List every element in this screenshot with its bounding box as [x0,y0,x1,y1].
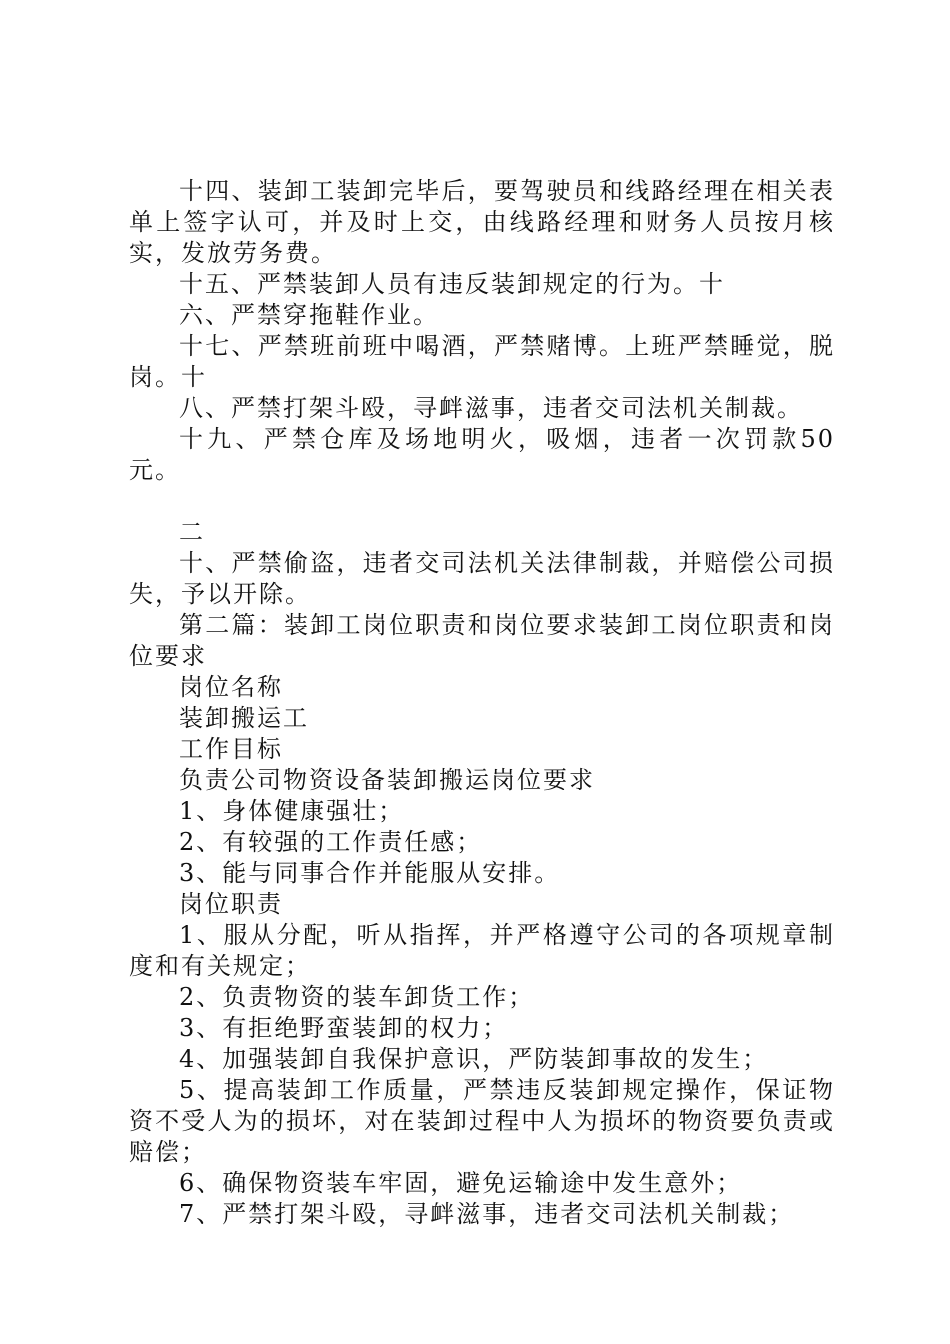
duty-item-3: 3、有拒绝野蛮装卸的权力； [179,1014,509,1042]
paragraph-item-15: 十五、严禁装卸人员有违反装卸规定的行为。十 [179,270,725,298]
duty-item-5: 5、提高装卸工作质量，严禁违反装卸规定操作，保证物资不受人为的损坏，对在装卸过程中人为损坏的物资要负责或赔偿； [129,1076,835,1166]
duty-item-4: 4、加强装卸自我保护意识，严防装卸事故的发生； [179,1045,769,1073]
paragraph-item-19: 十九、严禁仓库及场地明火，吸烟，违者一次罚款50元。 [129,425,835,484]
paragraph-fragment-20: 二 [179,518,205,546]
paragraph-item-16: 六、严禁穿拖鞋作业。 [179,301,439,329]
section-heading-part-two: 第二篇：装卸工岗位职责和岗位要求装卸工岗位职责和岗位要求 [129,611,835,670]
duty-item-1: 1、服从分配，听从指挥，并严格遵守公司的各项规章制度和有关规定； [129,921,835,980]
paragraph-item-14: 十四、装卸工装卸完毕后，要驾驶员和线路经理在相关表单上签字认可，并及时上交，由线路经理和财务人员按月核实，发放劳务费。 [129,177,835,267]
blank-line [129,486,835,517]
duties-heading: 岗位职责 [179,890,283,918]
paragraph-item-18: 八、严禁打架斗殴，寻衅滋事，违者交司法机关制裁。 [179,394,803,422]
requirement-item-3: 3、能与同事合作并能服从安排。 [179,859,561,887]
job-title-value: 装卸搬运工 [179,704,309,732]
work-goal-label: 工作目标 [179,735,283,763]
requirement-item-2: 2、有较强的工作责任感； [179,828,483,856]
job-title-label: 岗位名称 [179,673,283,701]
work-goal-value: 负责公司物资设备装卸搬运岗位要求 [179,766,595,794]
requirement-item-1: 1、身体健康强壮； [179,797,405,825]
document-body [129,176,835,1230]
duty-item-6: 6、确保物资装车牢固，避免运输途中发生意外； [179,1169,743,1197]
paragraph-item-17: 十七、严禁班前班中喝酒，严禁赌博。上班严禁睡觉，脱岗。十 [129,332,835,391]
paragraph-item-20: 十、严禁偷盗，违者交司法机关法律制裁，并赔偿公司损失，予以开除。 [129,549,835,608]
duty-item-7: 7、严禁打架斗殴，寻衅滋事，违者交司法机关制裁； [179,1200,795,1228]
duty-item-2: 2、负责物资的装车卸货工作； [179,983,535,1011]
